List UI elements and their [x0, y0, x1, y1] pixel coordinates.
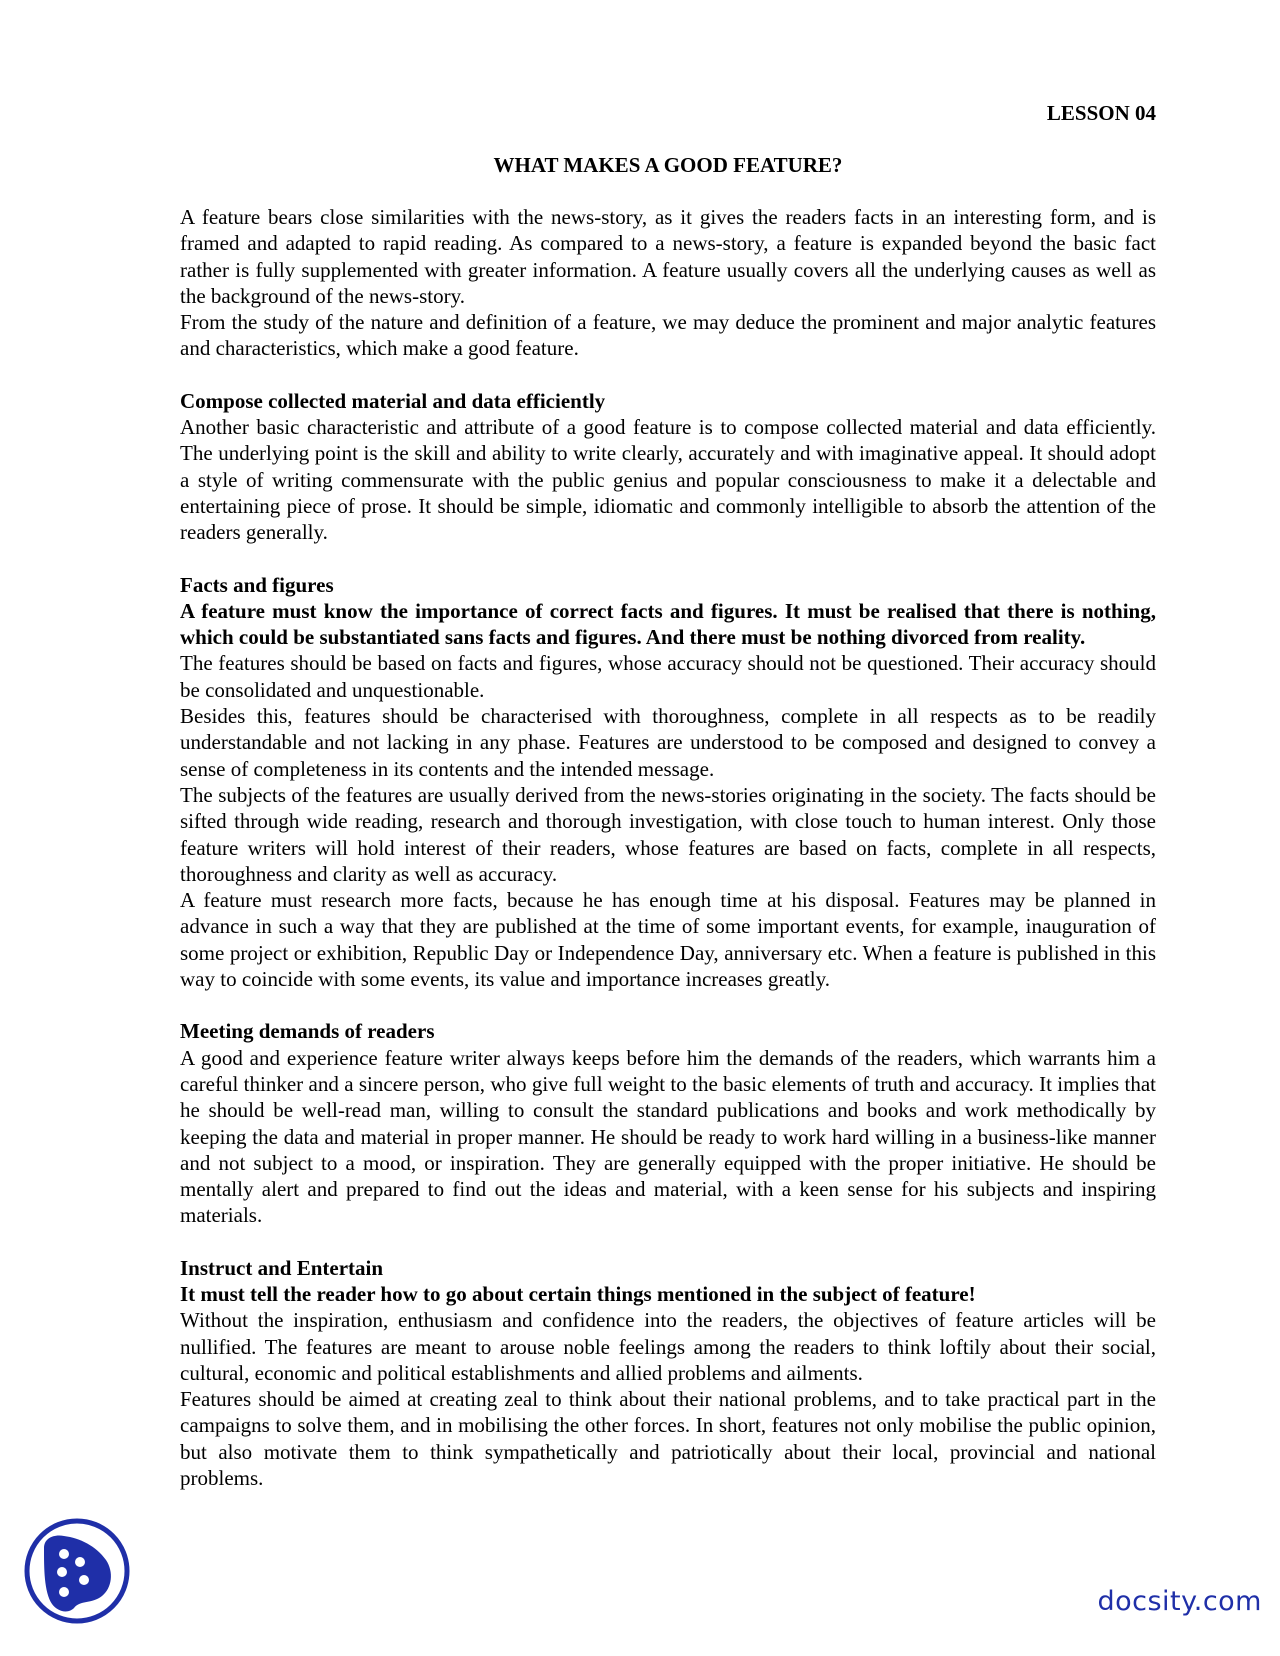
intro-paragraph: From the study of the nature and definition of a feature, we may deduce the prominent and major analytic features and characteristics, which make a good feature.: [180, 310, 1156, 361]
section-paragraph: Besides this, features should be characterised with thoroughness, complete in all respects as to be readily understandable and not lacking in any phase. Features are understood to be composed and designed to convey a sense of completeness in its contents and the intended message.: [180, 704, 1156, 781]
section-facts-figures: [180, 572, 1156, 993]
intro-section: [180, 204, 1156, 362]
section-lead: A feature must know the importance of correct facts and figures. It must be realised that there is nothing, which could be substantiated sans facts and figures. And there must be nothing divorced from reality.: [180, 598, 1156, 650]
docsity-logo-icon[interactable]: [22, 1516, 132, 1626]
section-paragraph: The features should be based on facts and figures, whose accuracy should not be questioned. Their accuracy should be consolidated and unquestionable.: [180, 651, 1156, 702]
section-heading: Compose collected material and data efficiently: [180, 388, 606, 413]
section-paragraph: The subjects of the features are usually derived from the news-stories originating in the society. The facts should be sifted through wide reading, research and thorough investigation, with close touch to human interest. Only those feature writers will hold interest of their readers, whose features are based on facts, complete in all respects, thoroughness and clarity as well as accuracy.: [180, 782, 1156, 886]
section-meeting-demands: [180, 1018, 1156, 1228]
section-heading: Instruct and Entertain: [180, 1255, 384, 1280]
docsity-brand-link[interactable]: docsity.com: [1097, 1586, 1262, 1617]
section-paragraph: A feature must research more facts, because he has enough time at his disposal. Features may be planned in advance in such a way that they are published at the time of some important events, for example, inauguration of some project or exhibition, Republic Day or Independence Day, anniversary etc. When a feature is published in this way to coincide with some events, its value and importance increases greatly.: [180, 888, 1156, 992]
section-paragraph: Another basic characteristic and attribute of a good feature is to compose collected material and data efficiently. The underlying point is the skill and ability to write clearly, accurately and with imaginative appeal. It should adopt a style of writing commensurate with the public genius and popular consciousness to make it a delectable and entertaining piece of prose. It should be simple, idiomatic and commonly intelligible to absorb the attention of the readers generally.: [180, 415, 1156, 545]
document-page: [180, 100, 1156, 1491]
section-heading: Meeting demands of readers: [180, 1019, 435, 1044]
section-paragraph: Without the inspiration, enthusiasm and confidence into the readers, the objectives of feature articles will be nullified. The features are meant to arouse noble feelings among the readers to think loftily about their social, cultural, economic and political establishments and allied problems and ailments.: [180, 1308, 1156, 1385]
intro-paragraph: A feature bears close similarities with the news-story, as it gives the readers facts in an interesting form, and is framed and adapted to rapid reading. As compared to a news-story, a feature is expanded beyond the basic fact rather is fully supplemented with greater information. A feature usually covers all the underlying causes as well as the background of the news-story.: [180, 205, 1156, 308]
section-paragraph: Features should be aimed at creating zeal to think about their national problems, and to take practical part in the campaigns to solve them, and in mobilising the other forces. In short, features not only mobilise the public opinion, but also motivate them to think sympathetically and patriotically about their local, provincial and national problems.: [180, 1387, 1156, 1491]
page-title: WHAT MAKES A GOOD FEATURE?: [493, 153, 843, 177]
lesson-label: LESSON 04: [1046, 101, 1156, 125]
section-paragraph: A good and experience feature writer always keeps before him the demands of the readers, which warrants him a careful thinker and a sincere person, who give full weight to the basic elements of truth and accuracy. It implies that he should be well-read man, willing to consult the standard publications and books and work methodically by keeping the data and material in proper manner. He should be ready to work hard willing in a business-like manner and not subject to a mood, or inspiration. They are generally equipped with the proper initiative. He should be mentally alert and prepared to find out the ideas and material, with a keen sense for his subjects and inspiring materials.: [180, 1045, 1156, 1228]
section-instruct-entertain: [180, 1255, 1156, 1492]
section-compose: [180, 388, 1156, 546]
section-lead: It must tell the reader how to go about certain things mentioned in the subject of feature!: [180, 1281, 976, 1306]
section-heading: Facts and figures: [180, 572, 334, 597]
